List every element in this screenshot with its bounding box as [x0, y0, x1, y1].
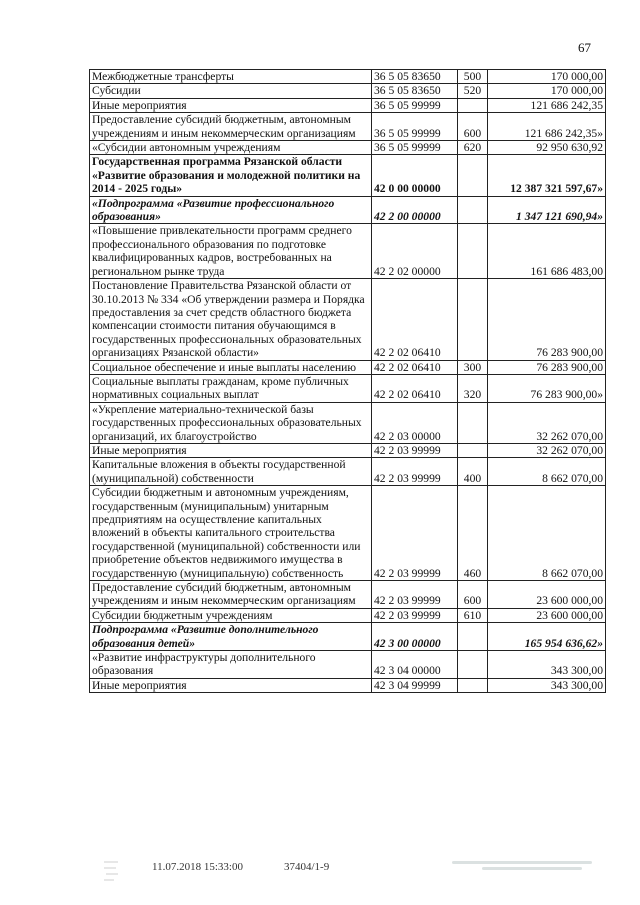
- row-code: 36 5 05 99999: [372, 113, 458, 141]
- row-code: 42 3 00 00000: [372, 623, 458, 651]
- row-expense-type: 320: [458, 374, 488, 402]
- row-amount: 121 686 242,35»: [488, 113, 606, 141]
- row-expense-type: 520: [458, 84, 488, 98]
- table-row: [90, 360, 606, 374]
- row-amount: 92 950 630,92: [488, 141, 606, 155]
- row-amount: 121 686 242,35: [488, 98, 606, 112]
- row-code: 42 2 02 06410: [372, 279, 458, 360]
- table-row: [90, 486, 606, 581]
- table-row: [90, 608, 606, 622]
- row-name: «Подпрограмма «Развитие профессионального образования»: [90, 196, 372, 224]
- row-amount: 76 283 900,00: [488, 279, 606, 360]
- table-row: [90, 113, 606, 141]
- row-name: Подпрограмма «Развитие дополнительного образования детей»: [90, 623, 372, 651]
- row-code: 42 2 03 99999: [372, 443, 458, 457]
- row-name: Иные мероприятия: [90, 443, 372, 457]
- row-amount: 1 347 121 690,94»: [488, 196, 606, 224]
- row-amount: 343 300,00: [488, 678, 606, 692]
- row-expense-type: 300: [458, 360, 488, 374]
- row-name: Социальные выплаты гражданам, кроме публичных нормативных социальных выплат: [90, 374, 372, 402]
- table-row: [90, 443, 606, 457]
- row-code: 42 3 04 00000: [372, 651, 458, 679]
- row-code: 42 3 04 99999: [372, 678, 458, 692]
- table-row: [90, 84, 606, 98]
- footer-doc-number: 37404/1-9: [284, 861, 330, 873]
- budget-table-body: [90, 70, 606, 693]
- row-name: «Субсидии автономным учреждениям: [90, 141, 372, 155]
- row-amount: 170 000,00: [488, 70, 606, 84]
- row-expense-type: [458, 224, 488, 279]
- page-number: 67: [578, 40, 591, 55]
- row-code: 42 2 03 99999: [372, 608, 458, 622]
- row-code: 36 5 05 83650: [372, 84, 458, 98]
- row-code: 42 2 02 06410: [372, 374, 458, 402]
- row-amount: 161 686 483,00: [488, 224, 606, 279]
- row-name: Предоставление субсидий бюджетным, автономным учреждениям и иным некоммерческим организациям: [90, 113, 372, 141]
- row-code: 42 2 02 06410: [372, 360, 458, 374]
- row-name: Капитальные вложения в объекты государственной (муниципальной) собственности: [90, 458, 372, 486]
- row-amount: 32 262 070,00: [488, 402, 606, 443]
- row-expense-type: [458, 196, 488, 224]
- row-expense-type: [458, 279, 488, 360]
- row-code: 42 0 00 00000: [372, 155, 458, 196]
- table-row: [90, 678, 606, 692]
- row-expense-type: 600: [458, 581, 488, 609]
- table-row: [90, 196, 606, 224]
- row-code: 36 5 05 99999: [372, 98, 458, 112]
- row-amount: 8 662 070,00: [488, 486, 606, 581]
- faded-stamp: [452, 858, 602, 880]
- table-row: [90, 224, 606, 279]
- table-row: [90, 623, 606, 651]
- row-expense-type: [458, 402, 488, 443]
- table-row: [90, 155, 606, 196]
- row-expense-type: [458, 155, 488, 196]
- row-name: Иные мероприятия: [90, 98, 372, 112]
- row-name: Межбюджетные трансферты: [90, 70, 372, 84]
- row-amount: 23 600 000,00: [488, 608, 606, 622]
- row-name: Иные мероприятия: [90, 678, 372, 692]
- table-row: [90, 98, 606, 112]
- table-row: [90, 279, 606, 360]
- row-amount: 32 262 070,00: [488, 443, 606, 457]
- row-code: 42 2 03 99999: [372, 458, 458, 486]
- row-code: 42 2 03 99999: [372, 486, 458, 581]
- row-amount: 23 600 000,00: [488, 581, 606, 609]
- table-row: [90, 581, 606, 609]
- row-name: Субсидии бюджетным учреждениям: [90, 608, 372, 622]
- row-amount: 76 283 900,00»: [488, 374, 606, 402]
- row-code: 36 5 05 83650: [372, 70, 458, 84]
- row-expense-type: [458, 651, 488, 679]
- table-row: [90, 70, 606, 84]
- row-expense-type: 620: [458, 141, 488, 155]
- row-amount: 8 662 070,00: [488, 458, 606, 486]
- row-name: «Укрепление материально-технической базы государственных профессиональных образовательных организаций, их благоустройство: [90, 402, 372, 443]
- row-expense-type: 400: [458, 458, 488, 486]
- budget-table: [89, 69, 606, 693]
- row-name: «Повышение привлекательности программ среднего профессионального образования по подготовке квалифицированных кадров, востребованных на региональном рынке труда: [90, 224, 372, 279]
- footer-datetime: 11.07.2018 15:33:00: [152, 861, 243, 873]
- table-row: [90, 651, 606, 679]
- row-amount: 76 283 900,00: [488, 360, 606, 374]
- row-name: Субсидии бюджетным и автономным учреждениям, государственным (муниципальным) унитарным предприятиям на осуществление капитальных вложений в объекты капитального строительства государственной (муниципальной) собственности или приобретение объектов недвижимого имущества в государственную (муниципальную) собственность: [90, 486, 372, 581]
- row-expense-type: [458, 678, 488, 692]
- row-expense-type: 600: [458, 113, 488, 141]
- row-expense-type: [458, 443, 488, 457]
- row-expense-type: [458, 623, 488, 651]
- row-code: 36 5 05 99999: [372, 141, 458, 155]
- row-amount: 12 387 321 597,67»: [488, 155, 606, 196]
- row-name: Субсидии: [90, 84, 372, 98]
- table-row: [90, 402, 606, 443]
- row-code: 42 2 02 00000: [372, 224, 458, 279]
- row-code: 42 2 03 99999: [372, 581, 458, 609]
- row-amount: 170 000,00: [488, 84, 606, 98]
- scan-mark: [100, 858, 122, 884]
- table-row: [90, 141, 606, 155]
- table-row: [90, 374, 606, 402]
- row-name: Предоставление субсидий бюджетным, автономным учреждениям и иным некоммерческим организациям: [90, 581, 372, 609]
- table-row: [90, 458, 606, 486]
- row-name: Социальное обеспечение и иные выплаты населению: [90, 360, 372, 374]
- row-name: Постановление Правительства Рязанской области от 30.10.2013 № 334 «Об утверждении размера и Порядка предоставления за счет средств областного бюджета компенсации стоимости питания обучающимся в государственных профессиональных образовательных организациях Рязанской области»: [90, 279, 372, 360]
- row-expense-type: 610: [458, 608, 488, 622]
- row-code: 42 2 03 00000: [372, 402, 458, 443]
- row-amount: 343 300,00: [488, 651, 606, 679]
- row-code: 42 2 00 00000: [372, 196, 458, 224]
- row-expense-type: 460: [458, 486, 488, 581]
- row-expense-type: 500: [458, 70, 488, 84]
- row-amount: 165 954 636,62»: [488, 623, 606, 651]
- row-name: «Развитие инфраструктуры дополнительного образования: [90, 651, 372, 679]
- row-name: Государственная программа Рязанской области «Развитие образования и молодежной политики на 2014 - 2025 годы»: [90, 155, 372, 196]
- row-expense-type: [458, 98, 488, 112]
